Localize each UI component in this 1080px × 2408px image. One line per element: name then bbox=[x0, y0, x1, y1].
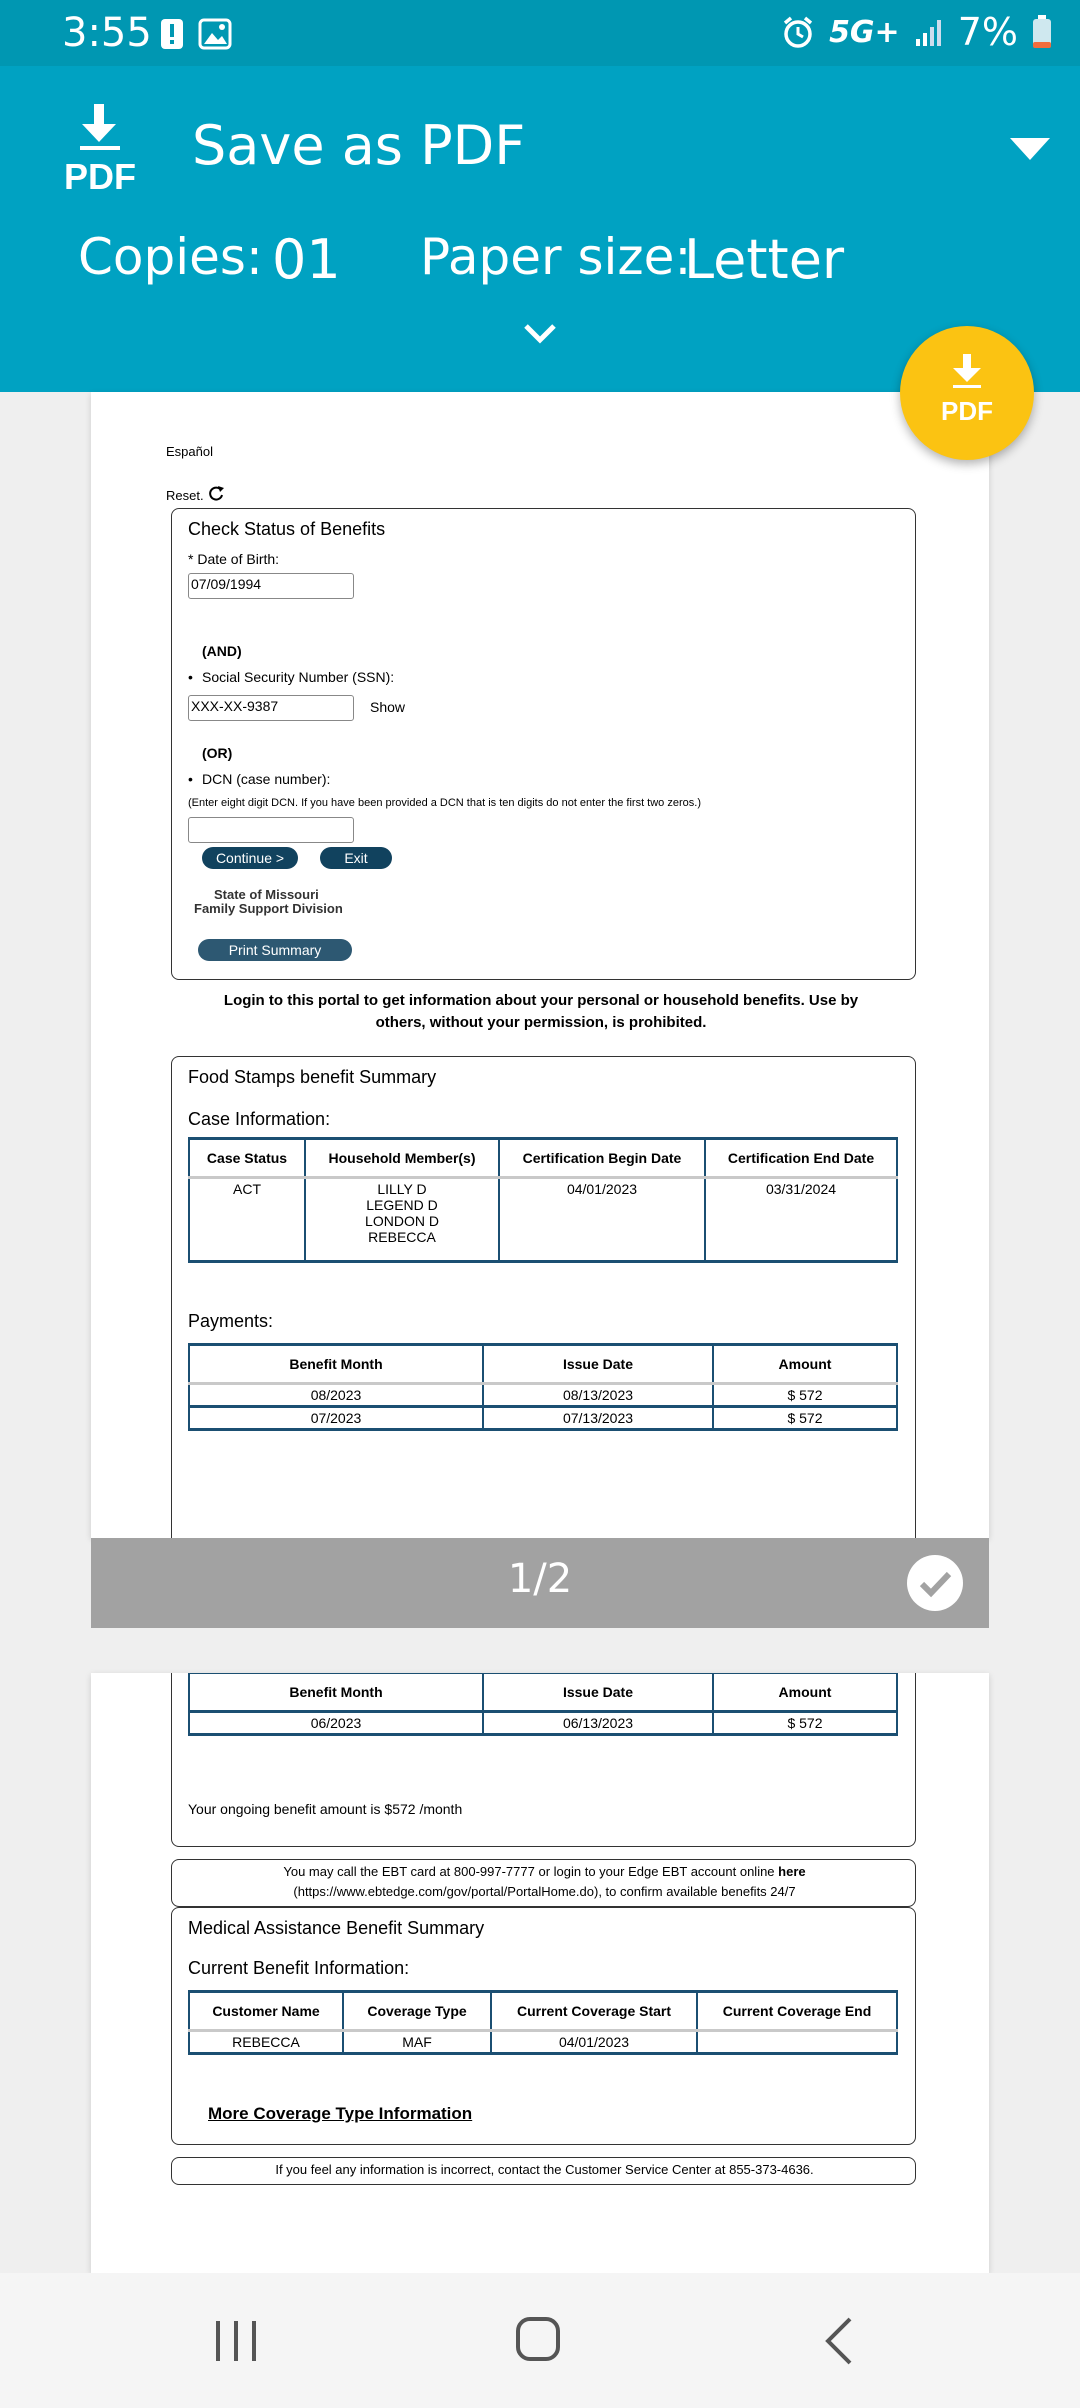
recent-apps-icon bbox=[136, 2273, 336, 2408]
medical-table bbox=[188, 1990, 898, 2055]
ssn-label: Social Security Number (SSN): bbox=[202, 669, 395, 685]
household-member: REBECCA bbox=[368, 1229, 436, 1245]
food-stamps-box bbox=[171, 1056, 916, 1538]
ebt-notice-suffix: (https://www.ebtedge.com/gov/portal/PortalHome.do), to confirm available benefits 24/7 bbox=[293, 1884, 796, 1899]
print-header bbox=[0, 66, 1080, 392]
customer-name-header: Customer Name bbox=[189, 1992, 343, 2031]
issue-date-header: Issue Date bbox=[483, 1673, 713, 1712]
home-icon bbox=[440, 2273, 640, 2408]
household-member: LONDON D bbox=[365, 1213, 439, 1229]
issue-date-cell: 08/13/2023 bbox=[483, 1384, 713, 1407]
payments-table-continued bbox=[188, 1673, 898, 1736]
copies-value[interactable]: 01 bbox=[272, 228, 341, 291]
food-stamps-box-continued bbox=[171, 1673, 916, 1847]
image-notification-icon bbox=[198, 18, 232, 50]
check-status-box bbox=[171, 508, 916, 980]
preview-page-1[interactable] bbox=[91, 392, 989, 1538]
amount-header: Amount bbox=[713, 1673, 897, 1712]
dob-label: * Date of Birth: bbox=[188, 551, 280, 567]
issue-date-cell: 07/13/2023 bbox=[483, 1407, 713, 1430]
cert-end-header: Certification End Date bbox=[705, 1139, 897, 1178]
amount-cell: $ 572 bbox=[713, 1407, 897, 1430]
ebt-notice-box bbox=[171, 1859, 916, 1907]
more-coverage-link[interactable]: More Coverage Type Information bbox=[208, 2104, 473, 2123]
check-icon bbox=[907, 1555, 963, 1611]
paper-size-label: Paper size: bbox=[420, 228, 692, 286]
continue-button[interactable]: Continue > bbox=[202, 847, 298, 869]
coverage-type-cell: MAF bbox=[343, 2031, 491, 2054]
exit-button[interactable]: Exit bbox=[320, 847, 392, 869]
benefit-month-cell: 08/2023 bbox=[189, 1384, 483, 1407]
cert-begin-cell: 04/01/2023 bbox=[499, 1178, 705, 1262]
expand-options-chevron-icon[interactable] bbox=[520, 320, 560, 348]
amount-cell: $ 572 bbox=[713, 1712, 897, 1735]
case-info-label: Case Information: bbox=[188, 1109, 331, 1129]
benefit-month-cell: 06/2023 bbox=[189, 1712, 483, 1735]
alarm-icon bbox=[781, 15, 815, 49]
check-status-title: Check Status of Benefits bbox=[188, 519, 386, 539]
table-row bbox=[189, 1712, 897, 1735]
household-member: LILLY D bbox=[377, 1181, 427, 1197]
coverage-end-cell bbox=[697, 2031, 897, 2054]
signal-icon bbox=[914, 17, 944, 47]
benefit-month-header: Benefit Month bbox=[189, 1345, 483, 1384]
incorrect-notice-box bbox=[171, 2157, 916, 2185]
customer-name-cell: REBECCA bbox=[189, 2031, 343, 2054]
paper-size-value[interactable]: Letter bbox=[684, 228, 845, 291]
issue-date-cell: 06/13/2023 bbox=[483, 1712, 713, 1735]
coverage-start-header: Current Coverage Start bbox=[491, 1992, 697, 2031]
download-pdf-icon bbox=[937, 354, 997, 426]
table-row bbox=[189, 2031, 897, 2054]
ebt-here-link[interactable]: here bbox=[778, 1864, 806, 1879]
battery-icon bbox=[1032, 15, 1052, 49]
and-label: (AND) bbox=[202, 643, 242, 659]
or-label: (OR) bbox=[202, 745, 233, 761]
page-number: 1/2 bbox=[507, 1556, 573, 1602]
preview-page-2[interactable] bbox=[91, 1673, 989, 2273]
espanol-link[interactable]: Español bbox=[166, 444, 213, 459]
amount-header: Amount bbox=[713, 1345, 897, 1384]
case-status-header: Case Status bbox=[189, 1139, 305, 1178]
current-benefit-label: Current Benefit Information: bbox=[188, 1958, 410, 1978]
back-button[interactable] bbox=[740, 2273, 940, 2408]
reset-link[interactable]: Reset. bbox=[166, 488, 204, 503]
ebt-notice-prefix: You may call the EBT card at 800-997-7777 or login to your Edge EBT account online bbox=[283, 1864, 775, 1879]
benefit-month-cell: 07/2023 bbox=[189, 1407, 483, 1430]
medical-title: Medical Assistance Benefit Summary bbox=[188, 1918, 485, 1938]
coverage-end-header: Current Coverage End bbox=[697, 1992, 897, 2031]
incorrect-notice: If you feel any information is incorrect, contact the Customer Service Center at 855-373-4636. bbox=[275, 2162, 814, 2177]
ssn-bullet: • bbox=[188, 669, 193, 685]
household-member: LEGEND D bbox=[366, 1197, 438, 1213]
household-header: Household Member(s) bbox=[305, 1139, 499, 1178]
system-nav-bar bbox=[0, 2273, 1080, 2408]
status-bar bbox=[0, 0, 1080, 66]
cert-begin-header: Certification Begin Date bbox=[499, 1139, 705, 1178]
dcn-label: DCN (case number): bbox=[202, 771, 331, 787]
dob-input[interactable]: 07/09/1994 bbox=[188, 573, 354, 599]
show-ssn-link[interactable]: Show bbox=[370, 699, 406, 715]
case-info-table bbox=[188, 1137, 898, 1263]
home-button[interactable] bbox=[440, 2273, 640, 2408]
case-status-cell: ACT bbox=[189, 1178, 305, 1262]
coverage-start-cell: 04/01/2023 bbox=[491, 2031, 697, 2054]
pdf-logo-icon bbox=[62, 104, 138, 204]
battery-percent: 7% bbox=[957, 10, 1018, 54]
amount-cell: $ 572 bbox=[713, 1384, 897, 1407]
login-notice: Login to this portal to get information about your personal or household benefits. Use by others, without your permission, is prohibited. bbox=[223, 992, 859, 1031]
status-time: 3:55 bbox=[62, 10, 152, 56]
ebt-notice-text bbox=[172, 1862, 917, 1902]
copies-label: Copies: bbox=[78, 228, 263, 286]
state-line-1: State of Missouri bbox=[214, 887, 319, 902]
printer-select[interactable]: Save as PDF bbox=[192, 114, 526, 177]
pdf-logo-label: PDF bbox=[64, 156, 136, 197]
refresh-icon[interactable] bbox=[207, 484, 225, 502]
alert-notification-icon bbox=[160, 18, 184, 50]
dcn-bullet: • bbox=[188, 771, 193, 787]
fab-label: PDF bbox=[941, 396, 993, 426]
issue-date-header: Issue Date bbox=[483, 1345, 713, 1384]
ongoing-benefit-text: Your ongoing benefit amount is $572 /month bbox=[188, 1801, 463, 1817]
payments-table bbox=[188, 1343, 898, 1431]
recent-apps-button[interactable] bbox=[136, 2273, 336, 2408]
payments-label: Payments: bbox=[188, 1311, 274, 1331]
download-pdf-button[interactable] bbox=[900, 326, 1034, 460]
coverage-type-header: Coverage Type bbox=[343, 1992, 491, 2031]
page-selected-checkbox[interactable] bbox=[907, 1555, 963, 1611]
cert-end-cell: 03/31/2024 bbox=[705, 1178, 897, 1262]
table-row bbox=[189, 1384, 897, 1407]
dcn-input[interactable] bbox=[188, 817, 354, 843]
print-summary-button[interactable]: Print Summary bbox=[198, 939, 352, 961]
medical-box bbox=[171, 1907, 916, 2145]
food-stamps-title: Food Stamps benefit Summary bbox=[188, 1067, 437, 1087]
printer-dropdown-icon[interactable] bbox=[1010, 138, 1050, 160]
household-members-cell bbox=[305, 1178, 499, 1262]
page-indicator-bar[interactable] bbox=[91, 1538, 989, 1628]
ssn-input[interactable]: XXX-XX-9387 bbox=[188, 695, 354, 721]
network-type: 5G+ bbox=[829, 14, 900, 50]
benefit-month-header: Benefit Month bbox=[189, 1673, 483, 1712]
state-line-2: Family Support Division bbox=[194, 901, 343, 916]
table-row bbox=[189, 1407, 897, 1430]
back-icon bbox=[740, 2273, 940, 2408]
dcn-hint: (Enter eight digit DCN. If you have been provided a DCN that is ten digits do not enter the first two zeros.) bbox=[188, 797, 701, 809]
